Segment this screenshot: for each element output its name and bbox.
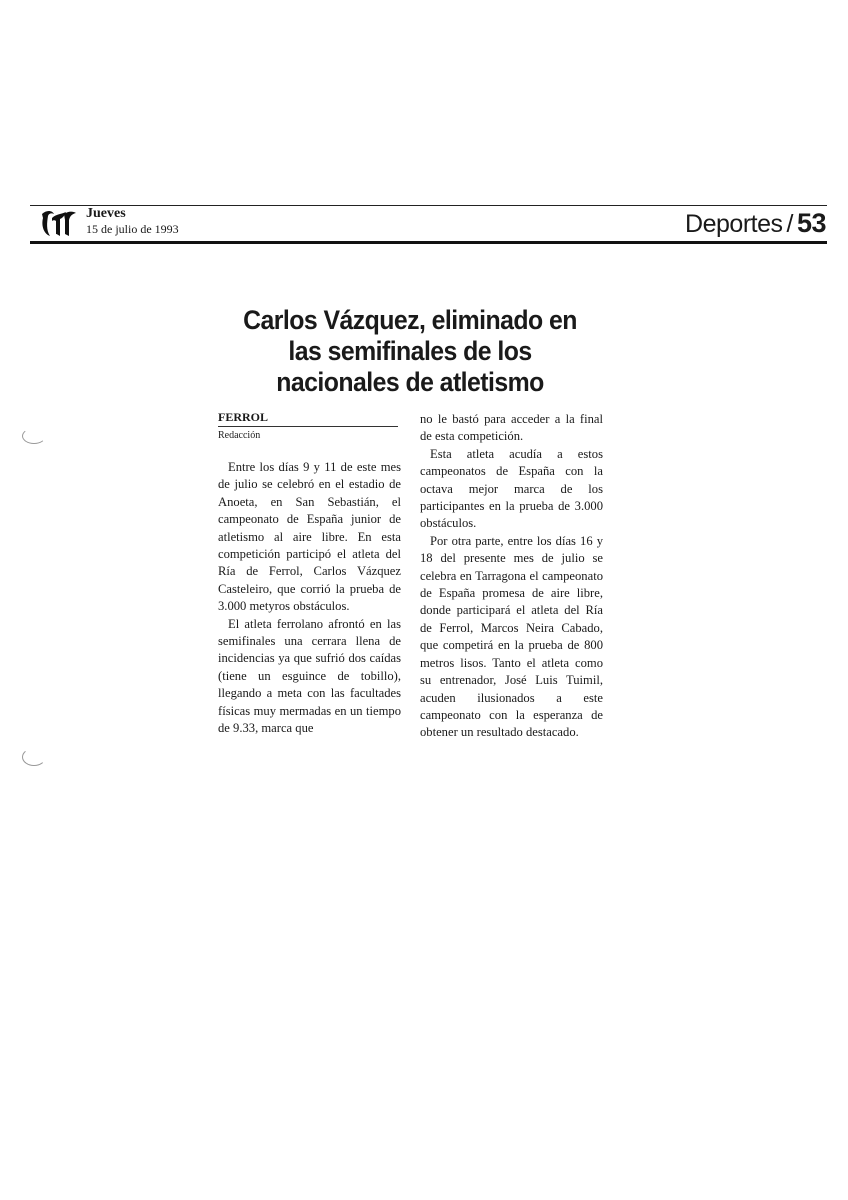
newspaper-gothic-logo-icon (38, 208, 78, 240)
article-headline (226, 305, 594, 398)
header-bottom-rule (30, 241, 827, 244)
article-column-2 (420, 411, 603, 742)
paragraph: Entre los días 9 y 11 de este mes de julio se celebró en el estadio de Anoeta, en San Sebastián, el campeonato de España junior de atletismo al aire libre. En esta competición participó el atleta del Ría de Ferrol, Carlos Vázquez Casteleiro, que corrió la prueba de 3.000 metyros obstáculos. (218, 460, 401, 614)
paragraph: Por otra parte, entre los días 16 y 18 del presente mes de julio se celebra en Tarragona el campeonato de España promesa de aire libre, donde participará el atleta del Ría de Ferrol, Marcos Neira Cabado, que competirá en la prueba de 800 metros lisos. Tanto el atleta como su entrenador, José Luis Tuimil, acuden ilusionados a este campeonato con la esperanza de obtener un resultado destacado. (420, 533, 603, 740)
headline-line-3: nacionales de atletismo (276, 367, 544, 397)
issue-date: 15 de julio de 1993 (86, 222, 179, 236)
headline-line-2: las semifinales de los (288, 336, 532, 366)
punch-hole-mark (22, 428, 46, 444)
section-title (685, 208, 826, 239)
byline-rule (218, 426, 398, 427)
issue-day: Jueves (86, 206, 126, 221)
page-number: 53 (796, 208, 826, 238)
paragraph: Esta atleta acudía a estos campeonatos de España con la octava mejor marca de los participantes en la prueba de 3.000 obstáculos. (420, 446, 603, 531)
header-top-rule (30, 205, 827, 206)
article-column-1 (218, 459, 401, 738)
section-name: Deportes (685, 210, 783, 238)
punch-hole-mark (22, 748, 46, 766)
byline-place: FERROL (218, 410, 269, 424)
paragraph: El atleta ferrolano afrontó en las semifinales una cerrara llena de incidencias ya que sufrió dos caídas (tiene un esguince de tobillo), llegando a meta con las facultades físicas muy mermadas en un tiempo de 9.33, marca que (218, 616, 401, 736)
headline-line-1: Carlos Vázquez, eliminado en (243, 305, 577, 335)
byline-role: Redacción (218, 430, 261, 441)
section-separator: / (786, 210, 793, 238)
paragraph: no le bastó para acceder a la final de esta competición. (420, 412, 603, 444)
